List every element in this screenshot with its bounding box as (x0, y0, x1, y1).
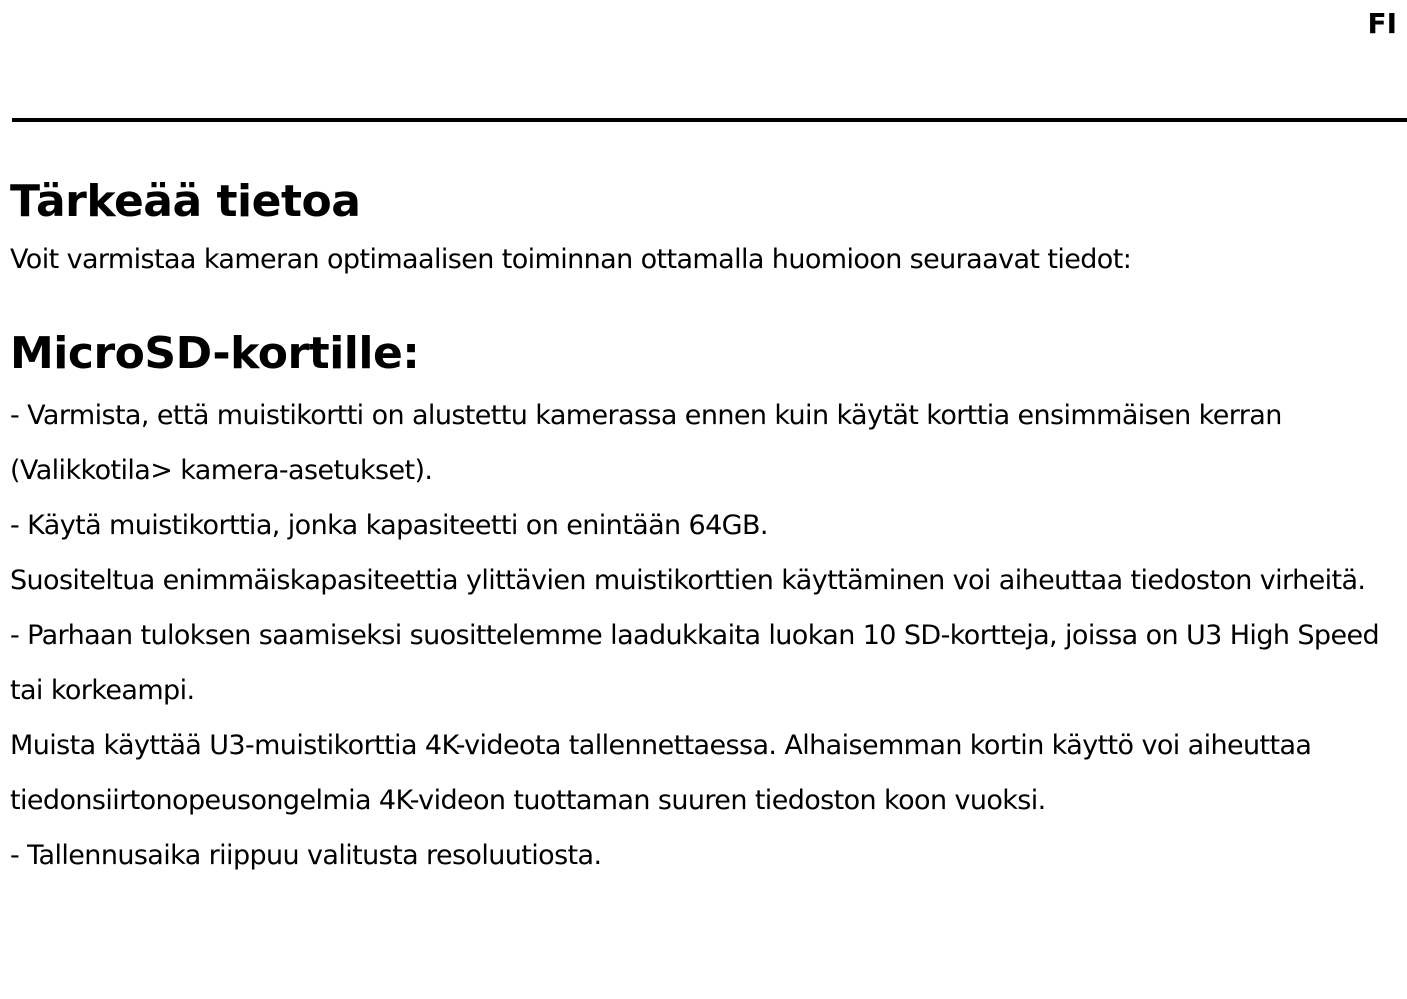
page-title: Tärkeää tietoa (10, 176, 361, 227)
paragraph-format-card: - Varmista, että muistikortti on alustettu kamerassa ennen kuin käytät korttia ensimmäisen kerran (Valikkotila> kamera-asetukset). (10, 400, 1282, 486)
paragraph-card-class: - Parhaan tuloksen saamiseksi suosittelemme laadukkaita luokan 10 SD-kortteja, joissa on U3 High Speed tai korkeampi. (10, 620, 1380, 706)
section-heading: MicroSD-kortille: (10, 328, 420, 379)
language-code: FI (1367, 7, 1397, 40)
paragraph-recording-time: - Tallennusaika riippuu valitusta resoluutiosta. (10, 840, 602, 871)
paragraph-capacity-warning: Suositeltua enimmäiskapasiteettia ylittävien muistikorttien käyttäminen voi aiheuttaa tiedoston virheitä. (10, 565, 1366, 596)
intro-text: Voit varmistaa kameran optimaalisen toiminnan ottamalla huomioon seuraavat tiedot: (10, 244, 1132, 275)
paragraph-4k-recording: Muista käyttää U3-muistikorttia 4K-videota tallennettaessa. Alhaisemman kortin käyttö voi aiheuttaa tiedonsiirtonopeusongelmia 4K-videon tuottaman suuren tiedoston koon vuoksi. (10, 730, 1312, 816)
header-divider (12, 118, 1407, 122)
section-body (10, 388, 1390, 883)
document-body (10, 170, 1390, 883)
paragraph-capacity: - Käytä muistikorttia, jonka kapasiteetti on enintään 64GB. (10, 510, 768, 541)
